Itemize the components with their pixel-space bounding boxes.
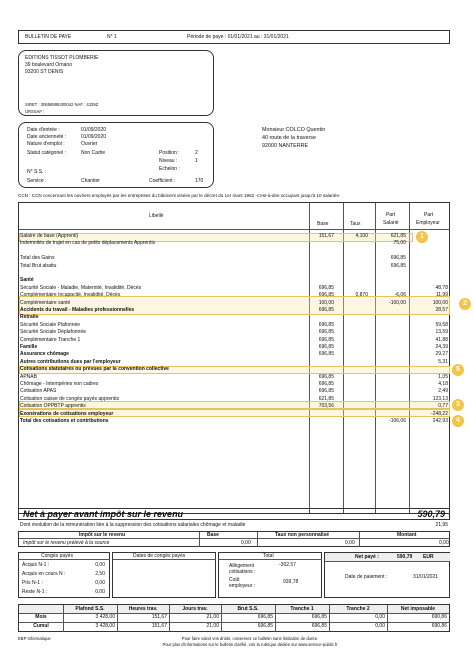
- employer-city: 93200 ST DENIS: [25, 69, 64, 75]
- footer-software: EBP Informatique: [18, 636, 51, 641]
- seniority-date: 01/09/2020: [81, 134, 107, 140]
- table-row: [20, 330, 450, 337]
- tax-rate: 0,00: [345, 540, 355, 546]
- tax-box: [18, 531, 450, 547]
- row-label: Autres contributions dues par l'employeur: [20, 358, 121, 365]
- row-label: Sécurité Sociale Plafonnée: [20, 321, 81, 328]
- cumul-h-plafond: Plafond S.S.: [75, 606, 105, 612]
- row-label: Accidents du travail - Maladies professionnelles: [20, 307, 135, 313]
- cumul-month-gross: 696,85: [257, 614, 273, 620]
- table-row: [20, 293, 450, 300]
- row-employer-part: 24,39: [435, 344, 448, 350]
- col-rate-header: Taux: [350, 221, 361, 227]
- job-label: Nature d'emploi :: [27, 141, 65, 147]
- employee-name: Monsieur COLCO Quentin: [262, 127, 326, 133]
- row-employer-part: 11,99: [435, 292, 448, 299]
- row-employer-part: 5,31: [438, 358, 448, 365]
- bulletin-number: N° 1: [107, 34, 117, 40]
- acquired-prev-label: Acquis N-1 :: [22, 562, 50, 568]
- row-label: Retraite: [20, 314, 39, 321]
- row-label: Sécurité Sociale - Maladie, Maternité, Invalidité, Décès: [20, 284, 142, 291]
- row-rate: 4,100: [355, 233, 368, 239]
- cumul-h-net-taxable: Net imposable: [400, 606, 436, 612]
- entry-date: 01/09/2020: [81, 127, 107, 133]
- net-paid-currency: EUR: [423, 554, 434, 560]
- net-value: 590,79: [417, 509, 445, 519]
- row-employer-part: 2,49: [438, 388, 448, 395]
- service-label: Service :: [27, 178, 47, 184]
- table-row: [20, 264, 450, 271]
- row-rate: 0,870: [355, 292, 368, 299]
- total-box: [218, 552, 322, 598]
- row-label: Cotisation OPPBTP apprentis: [20, 403, 86, 410]
- echelon-label: Echelon :: [159, 166, 180, 172]
- employer-urssaf: URSSAF :: [25, 109, 45, 114]
- table-row: [20, 308, 450, 315]
- row-label: Sécurité Sociale Déplafonnée: [20, 329, 86, 336]
- remaining-prev-label: Reste N-1 :: [22, 589, 48, 595]
- seniority-label: Date ancienneté :: [27, 134, 67, 140]
- row-label: Total Brut abattu: [20, 262, 57, 269]
- row-label: Exonérations de cotisations employeur: [20, 410, 114, 417]
- cumul-row-month-label: Mois: [35, 614, 47, 620]
- row-employer-part: 59,58: [435, 321, 448, 328]
- row-label: Complémentaire santé: [20, 299, 71, 306]
- row-employer-part: 1,05: [438, 373, 448, 380]
- exoneration-value: 21,95: [435, 522, 448, 528]
- employee-info-box: [18, 122, 214, 188]
- cumul-cumul-hours: 151,67: [151, 623, 167, 629]
- row-employee-part: -106,06: [389, 418, 406, 424]
- marker-3: 3: [452, 399, 464, 411]
- table-row: [20, 256, 450, 263]
- row-base: 696,85: [318, 388, 334, 395]
- row-base: 696,85: [318, 292, 334, 299]
- position-label: Position :: [159, 150, 180, 156]
- row-base: 696,85: [318, 344, 334, 350]
- acquired-current-label: Acquis en cours N :: [22, 571, 66, 577]
- status-label: Statut catégoriel :: [27, 150, 66, 156]
- cumul-row-cumul-label: Cumul: [33, 623, 49, 629]
- cumul-cumul-t2: 0,00: [375, 623, 385, 629]
- table-row: [20, 338, 450, 345]
- remaining-prev-value: 0,00: [95, 589, 105, 595]
- tax-col-rate: Taux non personnalisé: [275, 532, 330, 538]
- cumul-month-days: 21,00: [206, 614, 219, 620]
- table-row: [20, 382, 450, 389]
- row-label: Cotisation APAS: [20, 388, 57, 395]
- net-paid-value: 590,79: [397, 554, 413, 560]
- job-value: Ouvrier: [81, 141, 98, 147]
- row-label: Complémentaire Tranche 1: [20, 336, 81, 343]
- cumul-cumul-t1: 696,85: [311, 623, 327, 629]
- allegement-value: -302,57: [279, 562, 296, 568]
- table-row: [20, 367, 450, 374]
- tax-col-label: Impôt sur le revenu: [79, 532, 126, 538]
- coefficient-value: 170: [195, 178, 204, 184]
- row-base: 151,67: [318, 233, 334, 239]
- employer-name: EDITIONS TISSOT PLOMBERIE: [25, 55, 99, 61]
- row-label: Cotisations statutaires ou prévues par la convention collective: [20, 366, 169, 373]
- table-row: [20, 271, 450, 278]
- header-box: [18, 30, 450, 44]
- col-employee-part-2: Salarié: [383, 220, 399, 226]
- table-row: [20, 315, 450, 322]
- marker-1: 1: [416, 231, 428, 243]
- col-employer-part-1: Part: [424, 212, 434, 218]
- cumul-cumul-days: 21,00: [206, 623, 219, 629]
- col-employer-part-2: Employeur: [416, 220, 440, 226]
- cumul-h-t2: Tranche 2: [346, 606, 370, 612]
- row-base: 621,85: [318, 395, 334, 402]
- bulletin-title: BULLETIN DE PAYE: [25, 34, 72, 40]
- footer-line-1: Pour faire valoir vos droits, conservez ce bulletin sans limitation de durée.: [181, 636, 319, 641]
- cumul-h-hours: Heures trav.: [128, 606, 158, 612]
- row-employer-part: 13,59: [435, 329, 448, 336]
- row-employer-part: 29,27: [435, 351, 448, 358]
- col-employee-part-1: Part: [386, 212, 396, 218]
- row-employee-part: 696,85: [390, 262, 406, 269]
- position-value: 2: [195, 150, 198, 156]
- tax-base: 0,00: [241, 540, 251, 546]
- ss-label: N° S.S. :: [27, 169, 47, 175]
- cost-label: Coût employeur :: [229, 577, 256, 589]
- row-base: 696,85: [318, 381, 334, 387]
- payment-date: 31/01/2021: [413, 574, 439, 580]
- table-row: [20, 249, 450, 256]
- employer-street: 39 boulevard Ornano: [25, 62, 72, 68]
- pay-period: Période de paye : 01/01/2021 au : 31/01/2021: [187, 34, 289, 40]
- tax-col-base: Base: [207, 532, 219, 538]
- row-employee-part: -100,00: [389, 299, 406, 306]
- leave-dates-title: Dates de congés payés: [133, 553, 186, 559]
- cumul-cumul-plafond: 3 428,00: [95, 623, 115, 629]
- employee-city: 92000 NANTERRE: [262, 143, 309, 149]
- allegement-label: Allègement cotisations :: [229, 563, 256, 575]
- tax-col-amount: Montant: [397, 532, 417, 538]
- employer-box: [18, 50, 214, 116]
- row-employer-part: 0,77: [438, 403, 448, 410]
- row-label: Indemnités de trajet en cas de petits déplacements Apprentis: [20, 240, 156, 247]
- level-label: Niveau :: [159, 158, 178, 164]
- level-value: 1: [195, 158, 198, 164]
- paid-leave-box: [18, 552, 110, 598]
- total-title: Total: [263, 553, 274, 559]
- acquired-current-value: 2,50: [95, 571, 105, 577]
- row-employer-part: 100,00: [432, 299, 448, 306]
- cumul-h-gross: Brut S.S.: [237, 606, 259, 612]
- taken-prev-value: 0,00: [95, 580, 105, 586]
- row-employee-part: -6,06: [394, 292, 406, 299]
- table-row: [20, 419, 450, 426]
- row-base: 696,85: [318, 284, 334, 291]
- row-label: Santé: [20, 277, 34, 284]
- exoneration-label: Dont évolution de la rémunération liée à la suppression des cotisations salariales chômage et maladie: [20, 522, 246, 528]
- net-paid-box: [324, 552, 450, 598]
- employer-siret: SIRET : 30658995300042 NAF : 4339Z: [25, 102, 99, 107]
- row-label: Assurance chômage: [20, 351, 69, 358]
- row-label: Salaire de base (Apprenti): [20, 233, 79, 239]
- marker-2: 2: [459, 298, 471, 310]
- row-employer-part: 242,93: [432, 418, 448, 424]
- row-employer-part: 41,88: [435, 336, 448, 343]
- row-label: Chômage - Intempéries non cadres: [20, 381, 99, 387]
- marker-5: 5: [452, 364, 464, 376]
- cost-value: 939,78: [283, 579, 299, 585]
- col-label-header: Libellé: [149, 213, 164, 219]
- table-row: [20, 345, 450, 352]
- payment-date-label: Date de paiement :: [345, 574, 388, 580]
- net-paid-label: Net payé :: [355, 554, 379, 560]
- tax-amount: 0,00: [439, 540, 449, 546]
- status-value: Non Cadre: [81, 150, 106, 156]
- row-employee-part: 621,85: [390, 233, 406, 239]
- tax-row-label: Impôt sur le revenu prélevé à la source: [23, 540, 110, 546]
- row-employee-part: 696,85: [390, 255, 406, 262]
- row-employer-part: 28,57: [435, 307, 448, 313]
- col-base-header: Base: [317, 221, 329, 227]
- row-base: 696,85: [318, 329, 334, 336]
- net-label: Net à payer avant impôt sur le revenu: [23, 509, 184, 519]
- row-base: 696,85: [318, 321, 334, 328]
- service-value: Chantier: [81, 178, 100, 184]
- footer-line-2: Pour plus d'informations sur le bulletin clarifié, voir la rubrique dédiée sur www.service-public.fr: [162, 642, 338, 647]
- row-base: 100,00: [318, 299, 334, 306]
- row-label: Total des Gains: [20, 255, 55, 262]
- net-box: [18, 508, 450, 520]
- marker-4: 4: [452, 415, 464, 427]
- coefficient-label: Coefficient :: [149, 178, 176, 184]
- row-base: 696,85: [318, 336, 334, 343]
- ccn-text: CCN : CCN concernant les ouvriers employés par les entreprises du bâtiment visées par le décret du 1er mars 1962 -c'est-à-dire occupant jusqu'à 10 salariés-: [18, 193, 341, 198]
- taken-prev-label: Pris N-1 :: [22, 580, 43, 586]
- row-base: 696,85: [318, 307, 334, 313]
- row-label: APNAB: [20, 373, 37, 380]
- cumul-month-t2: 0,00: [375, 614, 385, 620]
- row-employer-part: 123,13: [432, 395, 448, 402]
- row-employer-part: 4,18: [438, 381, 448, 387]
- cumul-month-plafond: 3 428,00: [95, 614, 115, 620]
- row-employer-part: 48,78: [435, 284, 448, 291]
- cumul-month-net: 690,86: [431, 614, 447, 620]
- entry-date-label: Date d'entrée :: [27, 127, 60, 133]
- row-label: Total des cotisations et contributions: [20, 418, 109, 424]
- employee-street: 40 route de la traverse: [262, 135, 316, 141]
- cumul-month-hours: 151,67: [151, 614, 167, 620]
- acquired-prev-value: 0,00: [95, 562, 105, 568]
- row-base: 703,56: [318, 403, 334, 410]
- cumul-h-days: Jours trav.: [182, 606, 208, 612]
- row-label: Complémentaire Incapacité, Invalidité, Décès: [20, 292, 121, 299]
- row-employer-part: -248,22: [431, 410, 448, 417]
- row-base: 696,85: [318, 351, 334, 358]
- cumul-cumul-gross: 696,85: [257, 623, 273, 629]
- table-row: [20, 241, 450, 248]
- row-base: 696,85: [318, 373, 334, 380]
- cumul-h-t1: Tranche 1: [290, 606, 314, 612]
- row-label: Cotisation caisse de congés payés apprentis: [20, 395, 119, 402]
- leave-dates-box: [112, 552, 216, 598]
- row-employee-part: 75,00: [393, 240, 406, 247]
- cumul-month-t1: 696,85: [311, 614, 327, 620]
- cumul-table: [18, 604, 450, 632]
- cumul-cumul-net: 690,86: [431, 623, 447, 629]
- row-label: Famille: [20, 344, 38, 350]
- paid-leave-title: Congés payés: [41, 553, 73, 559]
